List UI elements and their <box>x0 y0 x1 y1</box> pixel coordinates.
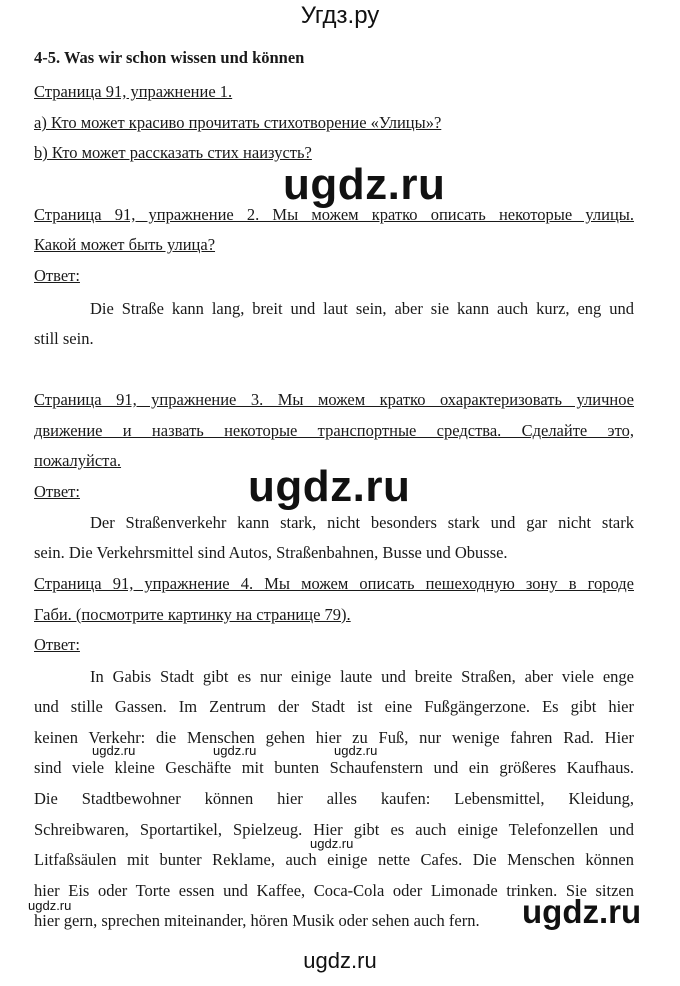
ex4-task-line1: Страница 91, упражнение 4. Мы можем описать пешеходную зону в городе <box>34 574 634 593</box>
ex2-task-line1: Страница 91, упражнение 2. Мы можем кратко описать некоторые улицы. <box>34 205 634 224</box>
ex1-question-b: b) Кто может рассказать стих наизусть? <box>34 143 312 162</box>
site-title: Угдз.ру <box>300 2 380 29</box>
watermark-small-2: ugdz.ru <box>213 743 257 758</box>
ex4-answer-line: sind viele kleine Geschäfte mit bunten Schaufenstern und ein größeres Kaufhaus. <box>34 758 634 777</box>
ex2-answer-label: Ответ: <box>34 266 80 285</box>
ex4-answer-label: Ответ: <box>34 635 80 654</box>
ex4-answer-line: und stille Gassen. Im Zentrum der Stadt ist eine Fußgängerzone. Es gibt hier <box>34 697 634 716</box>
section-heading: 4-5. Was wir schon wissen und können <box>34 48 305 67</box>
ex2-task-line2: Какой может быть улица? <box>34 235 216 254</box>
ex1-title: Страница 91, упражнение 1. <box>34 82 233 101</box>
ex4-answer-line: Die Stadtbewohner können hier alles kaufen: Lebensmittel, Kleidung, <box>34 789 634 808</box>
ex3-task-line1: Страница 91, упражнение 3. Мы можем кратко охарактеризовать уличное <box>34 390 634 409</box>
watermark-small-5: ugdz.ru <box>28 898 72 913</box>
watermark-small-3: ugdz.ru <box>334 743 378 758</box>
ex4-task-line2: Габи. (посмотрите картинку на странице 79). <box>34 605 351 624</box>
ex3-answer-line2: sein. Die Verkehrsmittel sind Autos, Straßenbahnen, Busse und Obusse. <box>34 543 508 562</box>
ex3-answer-label: Ответ: <box>34 482 80 501</box>
ex2-answer-line1: Die Straße kann lang, breit und laut sein, aber sie kann auch kurz, eng und <box>90 299 634 318</box>
watermark-medium: ugdz.ru <box>522 893 642 930</box>
watermark-small-4: ugdz.ru <box>310 836 354 851</box>
ex4-answer-line: hier gern, sprechen miteinander, hören Musik oder sehen auch fern. <box>34 911 480 930</box>
ex3-task-line2: движение и назвать некоторые транспортные средства. Сделайте это, <box>34 421 634 440</box>
ex3-task-line3: пожалуйста. <box>34 451 122 470</box>
watermark-big-2: ugdz.ru <box>248 462 411 511</box>
ex4-answer-line: Litfaßsäulen mit bunter Reklame, auch einige nette Cafes. Die Menschen können <box>34 850 634 869</box>
watermark-small-1: ugdz.ru <box>92 743 136 758</box>
ex1-question-a: а) Кто может красиво прочитать стихотворение «Улицы»? <box>34 113 442 132</box>
ex4-answer-line: keinen Verkehr: die Menschen gehen hier zu Fuß, nur wenige fahren Rad. Hier <box>34 728 634 747</box>
ex3-answer-line1: Der Straßenverkehr kann stark, nicht besonders stark und gar nicht stark <box>90 513 634 532</box>
ex4-answer-line: hier Eis oder Torte essen und Kaffee, Coca-Cola oder Limonade trinken. Sie sitzen <box>34 881 634 900</box>
watermark-bottom: ugdz.ru <box>303 948 377 973</box>
ex2-answer-line2: still sein. <box>34 329 94 348</box>
watermark-big-1: ugdz.ru <box>283 160 446 209</box>
ex4-answer-line: In Gabis Stadt gibt es nur einige laute und breite Straßen, aber viele enge <box>90 667 634 686</box>
ex4-answer-line: Schreibwaren, Sportartikel, Spielzeug. Hier gibt es auch einige Telefonzellen und <box>34 820 634 839</box>
